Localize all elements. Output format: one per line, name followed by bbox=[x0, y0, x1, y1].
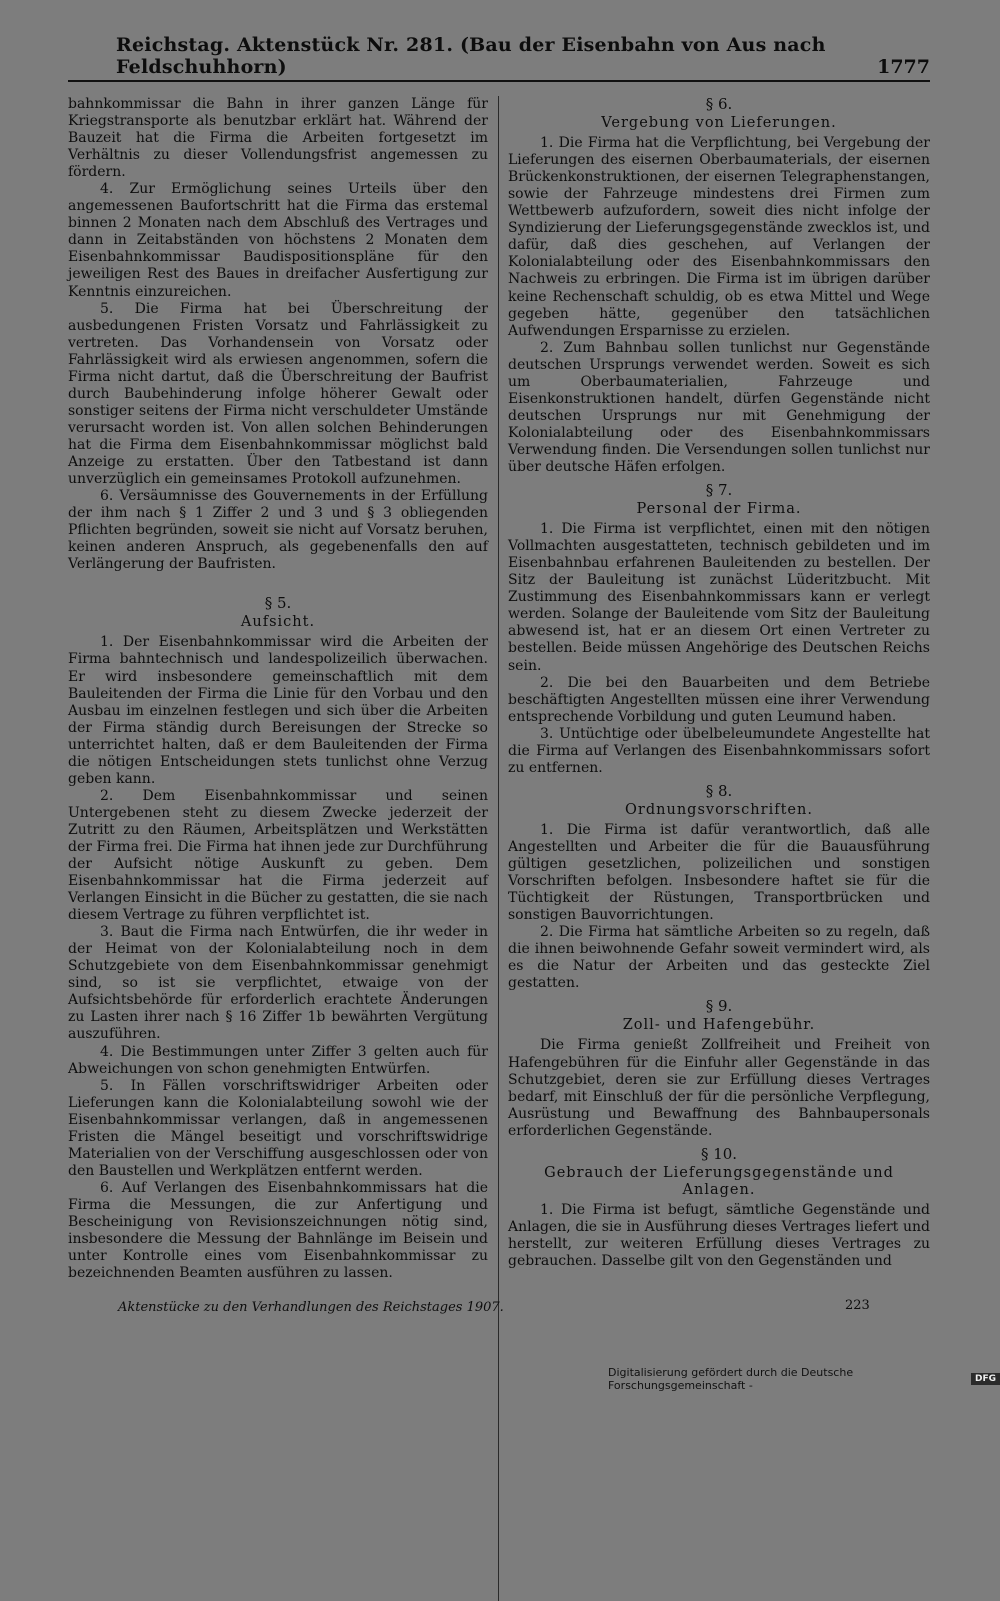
paragraph: 6. Versäumnisse des Gouvernements in der Erfüllung der ihm nach § 1 Ziffer 2 und 3 und § 3 obliegenden Pflichten begründen, soweit sie nicht auf Vorsatz beruhen, keinen anderen Anspruch, als gegebenenfalls den auf Verlängerung der Baufristen. bbox=[68, 488, 488, 573]
paragraph: 1. Die Firma hat die Verpflichtung, bei Vergebung der Lieferungen des eisernen Oberbaumaterials, der eisernen Brückenkonstruktionen, der eisernen Telegraphenstangen, sowie der Fahrzeuge mindestens drei Firmen zum Wettbewerb aufzufordern, soweit dies nicht infolge der Syndizierung der Lieferungsgegenstände zwecklos ist, und dafür, daß dies geschehen, auf Verlangen der Kolonialabteilung oder des Eisenbahnkommissars den Nachweis zu erbringen. Die Firma ist im übrigen darüber keine Rechenschaft schuldig, ob es etwa Mittel und Wege gegeben hätte, gegenüber den tatsächlichen Aufwendungen Ersparnisse zu erzielen. bbox=[508, 135, 930, 339]
left-column bbox=[68, 96, 488, 1282]
paragraph: Die Firma genießt Zollfreiheit und Freiheit von Hafengebühren für die Einfuhr aller Gegenstände in das Schutzgebiet, deren sie zur Erfüllung dieses Vertrages bedarf, mit Einschluß der für die persönliche Verpflegung, Ausrüstung und Bewaffnung des Bahnbaupersonals erforderlichen Gegenstände. bbox=[508, 1037, 930, 1139]
section-number: § 5. bbox=[264, 594, 292, 613]
column-divider bbox=[498, 96, 499, 1601]
sheet-signature: 223 bbox=[845, 1298, 870, 1313]
dfg-credit bbox=[608, 1366, 1000, 1392]
section-title: Aufsicht. bbox=[240, 614, 316, 631]
source-footnote: Aktenstücke zu den Verhandlungen des Reichstages 1907. bbox=[118, 1300, 504, 1315]
paragraph: 5. In Fällen vorschriftswidriger Arbeiten oder Lieferungen kann die Kolonialabteilung sowohl wie der Eisenbahnkommissar verlangen, daß in angemessenen Fristen die Mängel beseitigt und vorschriftswidrige Materialien von der Verschiffung ausgeschlossen oder von den Baustellen und Werkplätzen entfernt werden. bbox=[68, 1077, 488, 1179]
section-title: Personal der Firma. bbox=[636, 501, 802, 518]
paragraph: 2. Die Firma hat sämtliche Arbeiten so zu regeln, daß die ihnen beiwohnende Gefahr soweit vermindert wird, als es die Natur der Arbeiten und das gesteckte Ziel gestatten. bbox=[508, 924, 930, 992]
paragraph: 1. Die Firma ist befugt, sämtliche Gegenstände und Anlagen, die sie in Ausführung dieses Vertrages liefert und herstellt, zur weiteren Erfüllung dieses Vertrages zu gebrauchen. Dasselbe gilt von den Gegenständen und bbox=[508, 1201, 930, 1270]
section-number: § 8. bbox=[705, 781, 733, 800]
section-number: § 6. bbox=[705, 95, 733, 113]
section-title: Ordnungsvorschriften. bbox=[625, 801, 813, 818]
section-number: § 9. bbox=[705, 997, 733, 1016]
dfg-logo-icon: DFG bbox=[971, 1373, 1000, 1385]
paragraph: bahnkommissar die Bahn in ihrer ganzen Länge für Kriegstransporte als benutzbar erklärt hat. Während der Bauzeit hat die Firma die Arbeiten fortgesetzt im Verhältnis zu dieser Vollendungsfrist angemessen zu fördern. bbox=[68, 96, 488, 181]
paragraph: 2. Dem Eisenbahnkommissar und seinen Untergebenen steht zu diesem Zwecke jederzeit der Zutritt zu den Räumen, Arbeitsplätzen und Werkstätten der Firma frei. Die Firma hat ihnen jede zur Durchführung der Aufsicht nötige Auskunft zu geben. Dem Eisenbahnkommissar hat die Firma jederzeit auf Verlangen Einsicht in die Bücher zu gestatten, die sie nach diesem Vertrage zu führen verpflichtet ist. bbox=[68, 787, 488, 924]
paragraph: 1. Die Firma ist verpflichtet, einen mit den nötigen Vollmachten ausgestatteten, technisch gebildeten und im Eisenbahnbau erfahrenen Bauleitenden zu bestellen. Der Sitz der Bauleitung ist zunächst Lüderitzbucht. Mit Zustimmung des Eisenbahnkommissars kann er verlegt werden. Solange der Bauleitende vom Sitz der Bauleitung abwesend ist, hat er an diesem Ort einen Vertreter zu bestellen. Beide müssen Angehörige des Deutschen Reichs sein. bbox=[508, 521, 930, 674]
paragraph: 6. Auf Verlangen des Eisenbahnkommissars hat die Firma die Messungen, die zur Anfertigung und Bescheinigung von Revisionszeichnungen nötig sind, insbesondere die Messung der Bahnlänge im Beisein und unter Kontrolle eines vom Eisenbahnkommissar zu bezeichnenden Beamten ausführen zu lassen. bbox=[68, 1179, 488, 1282]
right-column bbox=[508, 96, 930, 1270]
section-title: Vergebung von Lieferungen. bbox=[601, 115, 837, 132]
section-number: § 10. bbox=[700, 1144, 738, 1163]
paragraph: 1. Die Firma ist dafür verantwortlich, daß alle Angestellten und Arbeiter die für die Bauausführung gültigen gesetzlichen, polizeilichen und sonstigen Vorschriften befolgen. Insbesondere haftet sie für die Tüchtigkeit der Rüstungen, Transportbrücken und sonstigen Bauvorrichtungen. bbox=[508, 821, 930, 924]
paragraph: 4. Die Bestimmungen unter Ziffer 3 gelten auch für Abweichungen von schon genehmigten Entwürfen. bbox=[68, 1043, 488, 1077]
paragraph: 5. Die Firma hat bei Überschreitung der ausbedungenen Fristen Vorsatz und Fahrlässigkeit zu vertreten. Das Vorhandensein von Vorsatz oder Fahrlässigkeit wird als erwiesen angenommen, sofern die Firma nicht dartut, daß die Überschreitung der Baufrist durch Baubehinderung infolge höherer Gewalt oder sonstiger seitens der Firma nicht verschuldeter Umstände verursacht worden ist. Von allen solchen Behinderungen hat die Firma dem Eisenbahnkommissar möglichst bald Anzeige zu erstatten. Über den Tatbestand ist dann unverzüglich ein gemeinsames Protokoll aufzunehmen. bbox=[68, 300, 488, 488]
section-title: Gebrauch der Lieferungsgegenstände und Anlagen. bbox=[544, 1164, 894, 1198]
section-title: Zoll- und Hafengebühr. bbox=[622, 1017, 816, 1034]
paragraph: 2. Zum Bahnbau sollen tunlichst nur Gegenstände deutschen Ursprungs verwendet werden. Soweit es sich um Oberbaumaterialien, Fahrzeuge und Eisenkonstruktionen handelt, dürfen Gegenstände nicht deutschen Ursprungs nur mit Genehmigung der Kolonialabteilung oder des Eisenbahnkommissars Verwendung finden. Die Versendungen sollen tunlichst nur über deutsche Häfen erfolgen. bbox=[508, 339, 930, 475]
header-title: Reichstag. Aktenstück Nr. 281. (Bau der Eisenbahn von Aus nach Feldschuhhorn) bbox=[116, 34, 826, 78]
dfg-credit-text: Digitalisierung gefördert durch die Deutsche Forschungsgemeinschaft - bbox=[608, 1366, 854, 1392]
paragraph: 3. Baut die Firma nach Entwürfen, die ihr weder in der Heimat von der Kolonialabteilung noch in dem Schutzgebiete von dem Eisenbahnkommissar genehmigt sind, so ist sie verpflichtet, etwaige von der Aufsichtsbehörde für erforderlich erachtete Änderungen zu Lasten ihrer nach § 16 Ziffer 1b bewährten Vergütung auszuführen. bbox=[68, 924, 488, 1043]
paragraph: 4. Zur Ermöglichung seines Urteils über den angemessenen Baufortschritt hat die Firma das erstemal binnen 2 Monaten nach dem Abschluß des Vertrages und dann in Zeitabständen von höchstens 2 Monaten dem Eisenbahnkommissar Baudispositionspläne für den jeweiligen Rest des Baues in dreifacher Ausfertigung zur Kenntnis einzureichen. bbox=[68, 181, 488, 300]
paragraph: 3. Untüchtige oder übelbeleumundete Angestellte hat die Firma auf Verlangen des Eisenbahnkommissars sofort zu entfernen. bbox=[508, 725, 930, 776]
paragraph: 1. Der Eisenbahnkommissar wird die Arbeiten der Firma bahntechnisch und landespolizeilich überwachen. Er wird insbesondere gemeinschaftlich mit dem Bauleitenden der Firma die Linie für den Vorbau und den Ausbau im einzelnen festlegen und sich über die Arbeiten der Firma ständig durch Bereisungen der Strecke so unterrichtet halten, daß er dem Bauleitenden der Firma die nötigen Entscheidungen stets tunlichst ohne Verzug geben kann. bbox=[68, 634, 488, 787]
page-number: 1777 bbox=[877, 56, 930, 78]
page-header bbox=[68, 34, 930, 82]
section-number: § 7. bbox=[705, 481, 733, 500]
paragraph: 2. Die bei den Bauarbeiten und dem Betriebe beschäftigten Angestellten müssen eine ihrer Verwendung entsprechende Vorbildung und guten Leumund haben. bbox=[508, 674, 930, 725]
